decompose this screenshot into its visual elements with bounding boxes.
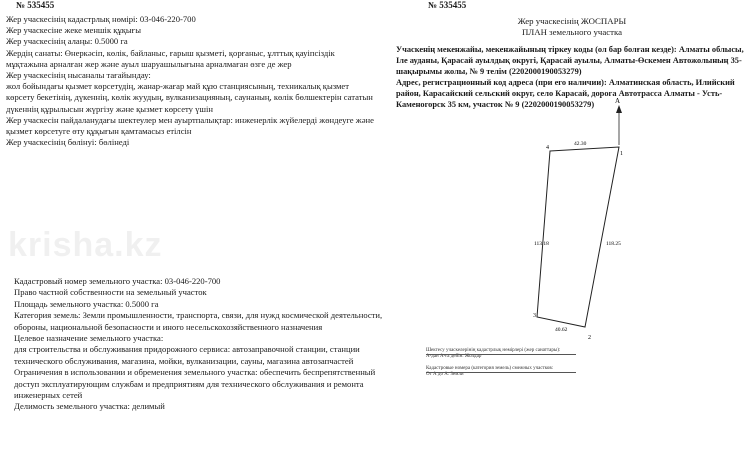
- point-4-label: 4: [546, 145, 549, 151]
- footnote-kz-value: А-дан А-ға дейін: Жолдар: [426, 354, 482, 359]
- footnote-ru-title: Кадастровые номера (категория земель) смежных участков:: [426, 366, 554, 371]
- ru-purpose-text: для строительства и обслуживания придорожного сервиса: автозаправочной станции, станции технического обслуживания, магазина, мойки, вулканизации, сауны, магазина автозапчастей: [14, 344, 360, 366]
- kz-cadastral-number: Жер учаскесінің кадастрлық нөмірі: 03-046-220-700: [6, 14, 196, 24]
- address-ru: Адрес, регистрационный код адреса (при его наличии): Алматинская область, Илийский район, Карасайский сельский округ, село Карасай, дорога Автотрасса Алматы - Усть-Каменогорск 35 км, участок № 9 (2202000190053279): [396, 78, 735, 109]
- ru-cadastral-number: Кадастровый номер земельного участка: 03-046-220-700: [14, 276, 221, 286]
- footnote-ru-value: От А до А: Земли: [426, 372, 464, 377]
- footnote-rule-1: [426, 354, 576, 355]
- kz-divisibility: Жер учаскесінің бөлінуі: бөлінеді: [6, 137, 130, 148]
- edge-left-label: 113.18: [534, 241, 549, 247]
- north-label: A: [615, 97, 621, 105]
- kz-details-block: [6, 14, 378, 148]
- plan-title-ru: ПЛАН земельного участка: [521, 27, 623, 37]
- address-kz: Учаскенің мекенжайы, мекенжайының тіркеу коды (ол бар болған кезде): Алматы облысы, Іле ауданы, Қарасай ауылдық округі, Қарасай ауылы, Алматы-Өскемен Автожолының 35-шақырымы жолы, № 9 телім (2202000190053279): [396, 45, 744, 76]
- kz-purpose-label: Жер учаскесінің нысаналы тағайындау:: [6, 70, 151, 81]
- land-plot-plan: [500, 97, 670, 345]
- ru-restrictions: Ограничения в использовании и обременения земельного участка: обеспечить беспрепятственный доступ эксплуатирующим службам и предприятиям для технического обслуживания и ремонта инженерных сетей: [14, 367, 376, 401]
- north-arrow-head: [616, 105, 622, 113]
- edge-bottom-label: 40.62: [555, 327, 568, 333]
- document-number-left: № 535455: [16, 0, 55, 10]
- watermark: krisha.kz: [8, 226, 163, 264]
- kz-ownership: Жер учаскесіне жеке меншік құқығы: [6, 25, 141, 36]
- document-number-right: № 535455: [428, 0, 467, 10]
- ru-area: Площадь земельного участка: 0.5000 га: [14, 298, 159, 309]
- point-1-label: 1: [620, 151, 623, 157]
- edge-right-label: 118.25: [606, 241, 621, 247]
- plan-title-kz: Жер учаскесінің ЖОСПАРЫ: [517, 16, 627, 26]
- edge-top-label: 42.30: [574, 141, 587, 147]
- plan-title: [432, 16, 712, 38]
- plot-boundary: [537, 147, 619, 327]
- address-block: [396, 44, 744, 110]
- point-3-label: 3: [533, 313, 536, 319]
- ru-ownership: Право частной собственности на земельный участок: [14, 287, 207, 298]
- ru-divisibility: Делимость земельного участка: делимый: [14, 401, 165, 412]
- footnote-rule-2: [426, 372, 576, 373]
- ru-details-block: [14, 276, 386, 413]
- ru-purpose-label: Целевое назначение земельного участка:: [14, 333, 164, 344]
- ru-land-category: Категория земель: Земли промышленности, транспорта, связи, для нужд космической деятельности, обороны, национальной безопасности и иного несельскохозяйственного назначения: [14, 310, 383, 332]
- kz-land-category: Жердің санаты: Өнеркәсіп, көлік, байланыс, ғарыш қызметі, қорғаныс, ұлттық қауіпсіздік мұқтажына арналған жер және ауыл шаруашылығына арналмаған өзге де жер: [6, 47, 335, 69]
- kz-purpose-text: жол бойындағы қызмет көрсетудің, жанар-жағар май құю станциясының, техникалық қызмет көрсету бекетінің, дүкеннің, көлік жуудың, вулканизацияның, саунаның, көлік бөлшектерін сататын дүкеннің құрылысын жүргізу және қызмет көрсету үшін: [6, 81, 373, 114]
- footnote-kz-title: Шектесу учаскелерінің кадастрлық нөмірлері (жер санаттары):: [426, 348, 561, 353]
- point-2-label: 2: [588, 335, 591, 341]
- kz-area: Жер учаскесінің алаңы: 0.5000 га: [6, 36, 128, 47]
- kz-restrictions: Жер учаскесін пайдаланудағы шектеулер мен ауыртпалықтар: инженерлік жүйелерді жөндеуге және қызмет көрсетуге өту құқығын қамтамасыз етілсін: [6, 114, 374, 137]
- adjacent-plots-notes: [426, 348, 746, 378]
